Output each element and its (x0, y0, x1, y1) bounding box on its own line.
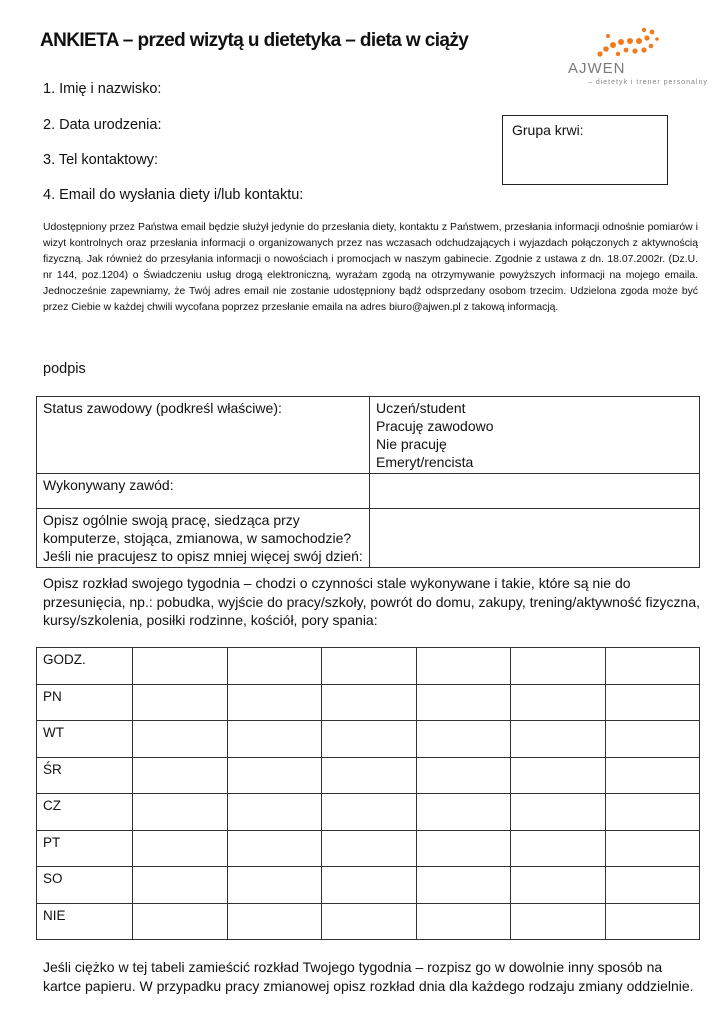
schedule-cell[interactable] (322, 648, 417, 685)
schedule-cell[interactable] (133, 903, 228, 940)
schedule-cell[interactable] (605, 684, 700, 721)
schedule-cell[interactable] (322, 867, 417, 904)
blood-group-label: Grupa krwi: (512, 122, 584, 138)
schedule-cell[interactable] (605, 830, 700, 867)
schedule-cell[interactable] (511, 794, 606, 831)
weekly-schedule-table (36, 647, 700, 940)
consent-text: Udostępniony przez Państwa email będzie służył jedynie do przesłania diety, kontaktu z Państwem, przesłania informacji odnośnie pomiarów i wizyt kontrolnych oraz przesłania informacji o organizowanych przez nas wczasach odchudzających i wyjazdach połączonych z aktywnością fizyczną. Jak również do przesyłania informacji o nowościach i promocjach w naszym gabinecie. Zgodnie z ustawa z dn. 18.07.2002r. (Dz.U. nr 144, poz.1204) o Świadczeniu usług drogą elektroniczną, wyrażam zgodą na otrzymywanie powyższych informacji na mojego emaila. Jednocześnie zapewniamy, że Twój adres email nie zostanie udostępniony bądź odsprzedany osobom trzecim. Udzielona zgoda może być przez Ciebie w każdej chwili wycofana poprzez przesłanie emaila na adres biuro@ajwen.pl z takową informacją. (43, 222, 698, 314)
work-description-label: Opisz ogólnie swoją pracę, siedząca przy komputerze, stojąca, zmianowa, w samochodzie? Jeśli nie pracujesz to opisz mniej więcej swój dzień: (43, 512, 363, 564)
schedule-cell[interactable] (511, 721, 606, 758)
logo-name: AJWEN (568, 60, 626, 77)
schedule-cell[interactable] (605, 794, 700, 831)
schedule-cell[interactable] (133, 794, 228, 831)
schedule-cell[interactable] (227, 867, 322, 904)
profession-input-cell[interactable] (370, 474, 700, 509)
signature-label: podpis (43, 361, 86, 377)
schedule-row (37, 648, 700, 685)
schedule-cell[interactable] (322, 684, 417, 721)
schedule-cell[interactable] (416, 867, 511, 904)
birthdate-field-label: 2. Data urodzenia: (43, 117, 162, 133)
schedule-day-label: PN (37, 684, 133, 721)
form-title: ANKIETA – przed wizytą u dietetyka – dieta w ciąży (40, 30, 469, 51)
schedule-cell[interactable] (511, 830, 606, 867)
schedule-cell[interactable] (227, 757, 322, 794)
status-option[interactable]: Pracuję zawodowo (376, 418, 494, 434)
schedule-cell[interactable] (322, 830, 417, 867)
schedule-cell[interactable] (133, 684, 228, 721)
schedule-cell[interactable] (227, 830, 322, 867)
schedule-cell[interactable] (227, 794, 322, 831)
status-option[interactable]: Nie pracuję (376, 436, 447, 452)
schedule-day-label: ŚR (37, 757, 133, 794)
schedule-cell[interactable] (416, 794, 511, 831)
work-description-label-cell (37, 509, 370, 568)
email-field-label: 4. Email do wysłania diety i/lub kontaktu: (43, 187, 304, 203)
status-table (36, 396, 700, 568)
schedule-cell[interactable] (322, 721, 417, 758)
schedule-day-label: WT (37, 721, 133, 758)
schedule-cell[interactable] (416, 721, 511, 758)
schedule-row (37, 903, 700, 940)
name-field-label: 1. Imię i nazwisko: (43, 81, 162, 97)
schedule-cell[interactable] (416, 684, 511, 721)
schedule-cell[interactable] (605, 757, 700, 794)
schedule-row (37, 830, 700, 867)
schedule-cell[interactable] (511, 648, 606, 685)
schedule-cell[interactable] (416, 830, 511, 867)
schedule-cell[interactable] (605, 867, 700, 904)
schedule-day-label: NIE (37, 903, 133, 940)
blood-group-box[interactable] (502, 115, 668, 185)
phone-field-label: 3. Tel kontaktowy: (43, 152, 158, 168)
schedule-cell[interactable] (416, 648, 511, 685)
schedule-day-label: CZ (37, 794, 133, 831)
profession-label-cell (37, 474, 370, 509)
schedule-cell[interactable] (133, 867, 228, 904)
schedule-row (37, 721, 700, 758)
schedule-day-label: GODZ. (37, 648, 133, 685)
schedule-cell[interactable] (322, 757, 417, 794)
work-description-input-cell[interactable] (370, 509, 700, 568)
logo-dots-icon (560, 24, 710, 64)
status-option[interactable]: Uczeń/student (376, 400, 466, 416)
schedule-row (37, 757, 700, 794)
schedule-row (37, 794, 700, 831)
status-label: Status zawodowy (podkreśl właściwe): (43, 400, 282, 416)
schedule-cell[interactable] (416, 757, 511, 794)
schedule-cell[interactable] (322, 903, 417, 940)
schedule-cell[interactable] (605, 903, 700, 940)
schedule-cell[interactable] (511, 757, 606, 794)
status-options-cell (370, 397, 700, 474)
logo-tagline: – dietetyk i trener personalny (588, 79, 708, 86)
schedule-cell[interactable] (416, 903, 511, 940)
schedule-cell[interactable] (605, 648, 700, 685)
schedule-cell[interactable] (133, 830, 228, 867)
schedule-row (37, 684, 700, 721)
footer-note: Jeśli ciężko w tej tabeli zamieścić rozkład Twojego tygodnia – rozpisz go w dowolnie inny sposób na kartce papieru. W przypadku pracy zmianowej opisz rozkład dnia dla każdego rodzaju zmiany oddzielnie. (43, 959, 694, 994)
status-option[interactable]: Emeryt/rencista (376, 454, 474, 470)
schedule-cell[interactable] (605, 721, 700, 758)
schedule-cell[interactable] (133, 721, 228, 758)
schedule-cell[interactable] (227, 721, 322, 758)
schedule-cell[interactable] (227, 903, 322, 940)
schedule-day-label: PT (37, 830, 133, 867)
schedule-day-label: SO (37, 867, 133, 904)
schedule-row (37, 867, 700, 904)
ajwen-logo (560, 24, 710, 94)
schedule-cell[interactable] (227, 648, 322, 685)
schedule-cell[interactable] (133, 648, 228, 685)
status-label-cell (37, 397, 370, 474)
weekly-routine-instructions: Opisz rozkład swojego tygodnia – chodzi o czynności stale wykonywane i takie, które są nie do przesunięcia, np.: pobudka, wyjście do pracy/szkoły, powrót do domu, zakupy, trening/aktywność fizyczna, kursy/szkolenia, posiłki rodzinne, kościół, pory spania: (43, 575, 701, 628)
schedule-cell[interactable] (511, 684, 606, 721)
schedule-cell[interactable] (511, 867, 606, 904)
schedule-cell[interactable] (322, 794, 417, 831)
schedule-cell[interactable] (133, 757, 228, 794)
profession-label: Wykonywany zawód: (43, 477, 174, 493)
schedule-cell[interactable] (511, 903, 606, 940)
schedule-cell[interactable] (227, 684, 322, 721)
